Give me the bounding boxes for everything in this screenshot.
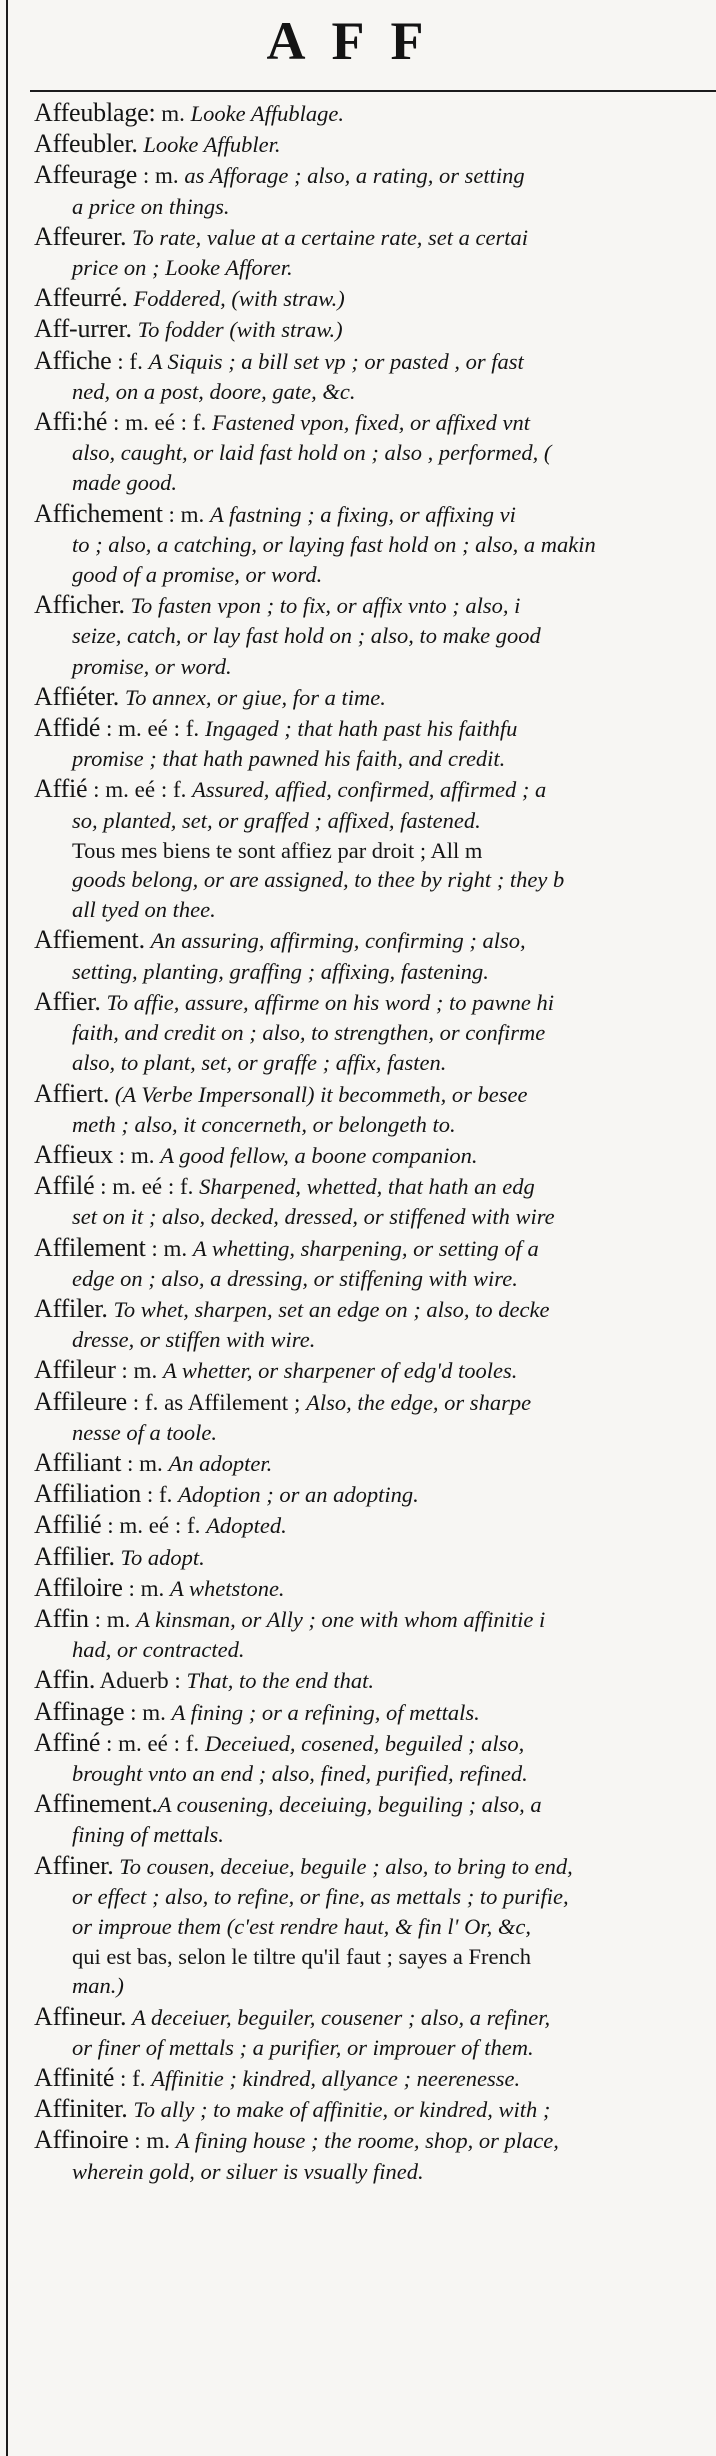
entry-first-line: [34, 314, 716, 345]
entry-continuation-line: [34, 744, 716, 774]
definition-text: To affie, assure, affirme on his word ; to pawne hi: [106, 989, 554, 1015]
definition-text: To rate, value at a certaine rate, set a certai: [132, 224, 529, 250]
entry-first-line: [34, 1294, 716, 1325]
definition-text: A kinsman, or Ally ; one with whom affinitie i: [136, 1606, 546, 1632]
definition-text: seize, catch, or lay fast hold on ; also, to make good: [72, 623, 541, 649]
headword: Affi:hé: [34, 407, 108, 437]
dictionary-entry: [34, 1728, 716, 1789]
dictionary-entry: [34, 1294, 716, 1355]
entry-first-line: [34, 1171, 716, 1202]
entry-first-line: [34, 2063, 716, 2094]
entry-first-line: [34, 1573, 716, 1604]
dictionary-entry: [34, 1355, 716, 1386]
headword: Affidé: [34, 713, 101, 743]
dictionary-entry: [34, 590, 716, 682]
headword: Affileur: [34, 1355, 116, 1385]
dictionary-entry: [34, 407, 716, 499]
grammar-label: : f.: [141, 1482, 179, 1508]
headword: Affeurré.: [34, 283, 128, 313]
entry-first-line: [34, 1233, 716, 1264]
dictionary-entry: [34, 314, 716, 345]
definition-text: Deceiued, cosened, beguiled ; also,: [204, 1730, 525, 1756]
headword: Affeublage:: [34, 98, 156, 127]
definition-text: also, to plant, set, or graffe ; affix, fasten.: [72, 1050, 447, 1076]
definition-text: set on it ; also, decked, dressed, or stiffened with wire: [72, 1204, 555, 1230]
grammar-label: : m.: [121, 1450, 169, 1476]
dictionary-entry: [34, 774, 716, 925]
entry-first-line: [34, 499, 716, 530]
entry-continuation-line: [34, 1018, 716, 1048]
definition-text: nesse of a toole.: [72, 1419, 217, 1445]
definition-text: A whetstone.: [169, 1575, 285, 1601]
definition-text: made good.: [72, 470, 177, 496]
entry-continuation-line: [34, 1912, 716, 1942]
entry-continuation-line: [34, 652, 716, 682]
definition-text: A good fellow, a boone companion.: [160, 1142, 478, 1168]
definition-text: or effect ; also, to refine, or fine, as mettals ; to purifie,: [72, 1883, 569, 1909]
headword: Affinoire: [34, 2125, 129, 2155]
definition-text: A whetter, or sharpener of edg'd tooles.: [162, 1358, 518, 1384]
entry-first-line: [34, 925, 716, 956]
definition-text: also, caught, or laid fast hold on ; also , performed, (: [72, 440, 552, 466]
left-margin-rule: [6, 0, 8, 2456]
headword: Affilié: [34, 1510, 102, 1540]
headword: Affeubler.: [34, 129, 138, 159]
definition-text: meth ; also, it concerneth, or belongeth to.: [72, 1111, 456, 1137]
dictionary-entry: [34, 1665, 716, 1696]
headword: Affilier.: [34, 1541, 115, 1571]
dictionary-entry: [34, 222, 716, 283]
dictionary-entry: [34, 1851, 716, 2002]
grammar-label: : f. as Affilement ;: [127, 1389, 307, 1415]
grammar-label: : m.: [137, 163, 185, 189]
dictionary-entry: [34, 283, 716, 314]
entry-first-line: [34, 2002, 716, 2033]
entry-first-line: [34, 1851, 716, 1882]
dictionary-entry: [34, 987, 716, 1079]
definition-text: To annex, or giue, for a time.: [124, 684, 386, 710]
entry-continuation-line: [34, 2157, 716, 2187]
definition-text: (A Verbe Impersonall) it becommeth, or besee: [114, 1081, 528, 1107]
definition-text: A fining ; or a refining, of mettals.: [171, 1699, 480, 1725]
entry-first-line: [34, 283, 716, 314]
definition-text: To whet, sharpen, set an edge on ; also, to decke: [113, 1296, 550, 1322]
entry-first-line: [34, 1604, 716, 1635]
definition-text: setting, planting, graffing ; affixing, fastening.: [72, 958, 489, 984]
entry-continuation-line: [34, 1971, 716, 2001]
quotation-text: Tous mes biens te sont affiez par droit ; All m: [72, 837, 483, 863]
entry-continuation-line: [34, 1325, 716, 1355]
entry-first-line: [34, 222, 716, 253]
entry-first-line: [34, 1510, 716, 1541]
definition-text: all tyed on thee.: [72, 897, 216, 923]
definition-text: Looke Affubler.: [143, 132, 281, 158]
entry-first-line: [34, 2125, 716, 2156]
entry-first-line: [34, 682, 716, 713]
definition-text: faith, and credit on ; also, to strengthen, or confirme: [72, 1020, 546, 1046]
entry-continuation-line: [34, 438, 716, 468]
entry-continuation-line: [34, 1759, 716, 1789]
entry-first-line: [34, 1479, 716, 1510]
headword: Affier.: [34, 986, 101, 1016]
headword: Affilé: [34, 1171, 95, 1201]
definition-text: A whetting, sharpening, or setting of a: [192, 1235, 539, 1261]
headword: Affileure: [34, 1386, 128, 1416]
header-rule: [30, 90, 716, 92]
definition-text: To adopt.: [120, 1544, 205, 1570]
definition-text: Foddered, (with straw.): [133, 286, 345, 312]
definition-text: or improue them (c'est rendre haut, & fin l' Or, &c,: [72, 1913, 531, 1939]
definition-text: price on ; Looke Afforer.: [72, 255, 293, 281]
definition-text: or finer of mettals ; a purifier, or improuer of them.: [72, 2034, 534, 2060]
entry-continuation-line: [34, 621, 716, 651]
definition-text: good of a promise, or word.: [72, 562, 323, 588]
page-header: AFF: [266, 11, 450, 71]
grammar-label: : m. eé : f.: [101, 1513, 207, 1539]
dictionary-entry: [34, 713, 716, 774]
entry-first-line: [34, 1697, 716, 1728]
headword: Affieux: [34, 1139, 113, 1169]
definition-text: goods belong, or are assigned, to thee by right ; they b: [72, 867, 565, 893]
dictionary-entry: [34, 346, 716, 407]
dictionary-entry: [34, 1479, 716, 1510]
entry-first-line: [34, 346, 716, 377]
definition-text: To ally ; to make of affinitie, or kindred, with ;: [133, 2097, 551, 2123]
entry-first-line: [34, 1387, 716, 1418]
definition-text: Assured, affied, confirmed, affirmed ; a: [192, 777, 547, 803]
dictionary-entry: [34, 1542, 716, 1573]
entry-first-line: [34, 590, 716, 621]
headword: Affiement.: [34, 925, 145, 955]
entry-continuation-line: [34, 1942, 716, 1971]
headword: Affiniter.: [34, 2094, 128, 2124]
entry-continuation-line: [34, 530, 716, 560]
definition-text: had, or contracted.: [72, 1637, 245, 1663]
definition-text: A fastning ; a fixing, or affixing vi: [210, 501, 516, 527]
entry-first-line: [34, 160, 716, 191]
definition-text: promise ; that hath pawned his faith, and credit.: [72, 746, 506, 772]
dictionary-entry: [34, 1140, 716, 1171]
entry-continuation-line: [34, 1635, 716, 1665]
definition-text: promise, or word.: [72, 653, 232, 679]
headword: Affiert.: [34, 1078, 110, 1108]
entry-first-line: [34, 1665, 716, 1696]
entry-continuation-line: [34, 377, 716, 407]
dictionary-entry: [34, 2094, 716, 2125]
dictionary-entry: [34, 1448, 716, 1479]
dictionary-entry: [34, 1387, 716, 1448]
definition-text: fining of mettals.: [72, 1822, 224, 1848]
entry-continuation-line: [34, 253, 716, 283]
definition-text: Also, the edge, or sharpe: [306, 1389, 532, 1415]
dictionary-entry: [34, 129, 716, 160]
definition-text: wherein gold, or siluer is vsually fined.: [72, 2158, 424, 2184]
entry-continuation-line: [34, 2033, 716, 2063]
headword: Affiliation: [34, 1479, 142, 1509]
grammar-label: : m.: [145, 1235, 193, 1261]
headword: Affineur.: [34, 2001, 127, 2031]
entry-first-line: [34, 1355, 716, 1386]
headword: Affié: [34, 774, 88, 804]
definition-text: Sharpened, whetted, that hath an edg: [199, 1174, 535, 1200]
entry-continuation-line: [34, 1202, 716, 1232]
grammar-label: : f.: [114, 2066, 152, 2091]
dictionary-entry: [34, 1510, 716, 1541]
entry-continuation-line: [34, 806, 716, 836]
dictionary-entry: [34, 499, 716, 591]
entry-first-line: [34, 1728, 716, 1759]
definition-text: ned, on a post, doore, gate, &c.: [72, 378, 356, 404]
dictionary-entry: [34, 1079, 716, 1140]
entry-first-line: [34, 1542, 716, 1573]
definition-text: to ; also, a catching, or laying fast hold on ; also, a makin: [72, 531, 596, 557]
entry-continuation-line: [34, 1110, 716, 1140]
entry-first-line: [34, 2094, 716, 2125]
definition-text: man.): [72, 1973, 124, 1999]
quotation-text: qui est bas, selon le tiltre qu'il faut ; sayes a French: [72, 1944, 531, 1970]
dictionary-entry: [34, 1573, 716, 1604]
dictionary-entry: [34, 1697, 716, 1728]
definition-text: Ingaged ; that hath past his faithfu: [204, 716, 518, 742]
definition-text: so, planted, set, or graffed ; affixed, fastened.: [72, 807, 481, 833]
entry-continuation-line: [34, 895, 716, 925]
headword: Affiliant: [34, 1447, 122, 1477]
dictionary-entry: [34, 682, 716, 713]
dictionary-entry: [34, 1233, 716, 1294]
definition-text: An assuring, affirming, confirming ; also,: [150, 928, 526, 954]
grammar-label: Aduerb :: [95, 1668, 187, 1694]
definition-text: That, to the end that.: [186, 1668, 375, 1694]
grammar-label: : m.: [115, 1358, 163, 1384]
dictionary-entry: [34, 2063, 716, 2094]
definition-text: a price on things.: [72, 193, 230, 219]
headword: Affiéter.: [34, 681, 120, 711]
definition-text: A fining house ; the roome, shop, or place,: [175, 2128, 559, 2154]
entry-continuation-line: [34, 957, 716, 987]
headword: Affiné: [34, 1727, 101, 1757]
entry-continuation-line: [34, 836, 716, 865]
dictionary-entry: [34, 925, 716, 986]
headword: Affeurer.: [34, 221, 127, 251]
entry-continuation-line: [34, 1882, 716, 1912]
dictionary-entry: [34, 160, 716, 221]
entry-continuation-line: [34, 1418, 716, 1448]
entry-continuation-line: [34, 1264, 716, 1294]
headword: Affiloire: [34, 1572, 123, 1602]
entry-first-line: [34, 1079, 716, 1110]
headword: Aff-urrer.: [34, 314, 132, 344]
grammar-label: : m.: [122, 1575, 170, 1601]
entry-continuation-line: [34, 560, 716, 590]
entry-continuation-line: [34, 1820, 716, 1850]
dictionary-entry: [34, 98, 716, 129]
definition-text: To cousen, deceiue, beguile ; also, to bring to end,: [119, 1853, 573, 1879]
dictionary-entry: [34, 1171, 716, 1232]
entry-continuation-line: [34, 468, 716, 498]
entry-first-line: [34, 713, 716, 744]
definition-text: Affinitie ; kindred, allyance ; neerenesse.: [151, 2066, 521, 2091]
headword: Affiler.: [34, 1293, 108, 1323]
dictionary-entry: [34, 1789, 716, 1850]
dictionary-entry: [34, 2002, 716, 2063]
definition-text: An adopter.: [168, 1450, 273, 1476]
definition-text: dresse, or stiffen with wire.: [72, 1327, 316, 1353]
entry-first-line: [34, 1448, 716, 1479]
definition-text: A cousening, deceiuing, beguiling ; also, a: [157, 1792, 542, 1818]
headword: Affinage: [34, 1696, 125, 1726]
definition-text: Adopted.: [206, 1513, 287, 1539]
definition-text: edge on ; also, a dressing, or stiffening with wire.: [72, 1265, 518, 1291]
headword: Affin: [34, 1603, 89, 1633]
headword: Affiche: [34, 345, 112, 375]
grammar-label: : m.: [113, 1142, 161, 1168]
definition-text: A Siquis ; a bill set vp ; or pasted , or fast: [148, 348, 524, 374]
entry-first-line: [34, 98, 716, 129]
entry-first-line: [34, 1789, 716, 1820]
entry-continuation-line: [34, 1048, 716, 1078]
entry-first-line: [34, 407, 716, 438]
definition-text: brought vnto an end ; also, fined, purified, refined.: [72, 1760, 528, 1786]
headword: Affiner.: [34, 1850, 114, 1880]
grammar-label: : m. eé : f.: [107, 410, 212, 436]
entry-first-line: [34, 987, 716, 1018]
grammar-label: : m. eé : f.: [100, 716, 205, 742]
definition-text: as Afforage ; also, a rating, or setting: [184, 163, 525, 189]
headword: Afficher.: [34, 590, 125, 620]
headword: Affinité: [34, 2063, 115, 2092]
grammar-label: : m.: [88, 1606, 137, 1632]
grammar-label: : m.: [124, 1699, 172, 1725]
definition-text: To fodder (with straw.): [137, 317, 343, 343]
entry-continuation-line: [34, 865, 716, 895]
grammar-label: : m. eé : f.: [100, 1730, 205, 1756]
headword: Affin.: [34, 1665, 96, 1695]
grammar-label: : m. eé : f.: [87, 777, 193, 803]
grammar-label: : m. eé : f.: [94, 1174, 200, 1200]
entry-first-line: [34, 774, 716, 805]
dictionary-entry: [34, 2125, 716, 2186]
entry-first-line: [34, 1140, 716, 1171]
grammar-label: m.: [155, 101, 191, 126]
dictionary-entry: [34, 1604, 716, 1665]
headword: Affinement.: [34, 1789, 158, 1819]
definition-text: Fastened vpon, fixed, or affixed vnt: [211, 410, 531, 436]
headword: Affilement: [34, 1232, 146, 1262]
entry-continuation-line: [34, 192, 716, 222]
headword: Affichement: [34, 498, 163, 528]
entry-first-line: [34, 129, 716, 160]
headword: Affeurage: [34, 160, 138, 190]
grammar-label: : f.: [111, 348, 149, 374]
definition-text: Adoption ; or an adopting.: [178, 1482, 419, 1508]
dictionary-column: [34, 98, 716, 2448]
grammar-label: : m.: [162, 501, 210, 527]
definition-text: A deceiuer, beguiler, cousener ; also, a refiner,: [132, 2004, 551, 2030]
grammar-label: : m.: [128, 2128, 176, 2154]
definition-text: Looke Affublage.: [190, 101, 344, 126]
definition-text: To fasten vpon ; to fix, or affix vnto ; also, i: [130, 593, 521, 619]
